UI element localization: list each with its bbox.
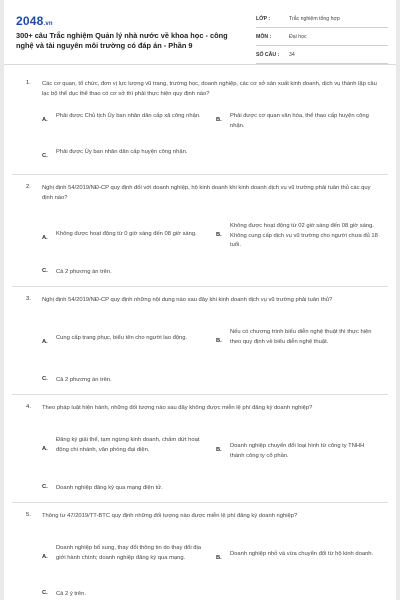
option-letter: C. <box>42 590 48 596</box>
question-number: 4. <box>26 404 31 410</box>
option-text: Phải được Ủy ban nhân dân cấp huyện công nhận. <box>56 149 188 155</box>
question-number: 2. <box>26 184 31 190</box>
option-text: Cả 2 phương án trên. <box>56 269 112 275</box>
meta-count-row <box>256 49 388 64</box>
option-text: Không được hoạt động từ 02 giờ sáng đến 08 giờ sáng. Không cung cấp dịch vụ vũ trường cho người chưa đủ 18 tuổi. <box>230 223 378 248</box>
meta-class-value: Trắc nghiệm tổng hợp <box>289 16 340 22</box>
question-text: Nghị định 54/2019/NĐ-CP quy định đối với doanh nghiệp, hộ kinh doanh khi kinh doanh dịch vụ vũ trường phải tuân thủ các quy định nào? <box>42 185 371 201</box>
meta-count-value: 34 <box>289 52 295 58</box>
option-letter: B. <box>216 555 222 561</box>
option-text: Nếu có chương trình biểu diễn nghệ thuật thì thực hiện theo quy định về biểu diễn nghệ thuật. <box>230 329 372 345</box>
meta-subject-row <box>256 31 388 46</box>
option-letter: B. <box>216 338 222 344</box>
option-letter: C. <box>42 268 48 274</box>
meta-count-label: SỐ CÂU : <box>256 52 280 58</box>
option-letter: A. <box>42 235 48 241</box>
question-divider <box>12 174 388 175</box>
question-text: Nghị định 54/2019/NĐ-CP quy định những nội dung nào sau đây khi kinh doanh dịch vụ vũ trường phải tuân thủ? <box>42 297 333 303</box>
meta-subject-value: Đại học <box>289 34 307 40</box>
meta-class-label: LỚP : <box>256 16 271 22</box>
document-meta <box>256 13 388 67</box>
option-letter: C. <box>42 153 48 159</box>
question-divider <box>12 394 388 395</box>
question-divider <box>12 502 388 503</box>
option-text: Doanh nghiệp nhỏ và vừa chuyển đổi từ hộ kinh doanh. <box>230 551 374 557</box>
option-letter: A. <box>42 554 48 560</box>
option-letter: B. <box>216 232 222 238</box>
option-text: Doanh nghiệp chuyển đổi loại hình từ công ty TNHH thành công ty cổ phần. <box>230 443 365 459</box>
option-text: Cả 2 phương án trên. <box>56 377 112 383</box>
site-logo[interactable]: 2048.vn <box>16 14 53 28</box>
option-text: Doanh nghiệp bổ sung, thay đổi thông tin do thay đổi địa giới hành chính; doanh nghiệp đăng ký qua mạng. <box>56 545 202 561</box>
option-letter: B. <box>216 447 222 453</box>
meta-class-row <box>256 13 388 28</box>
question-text: Thông tư 47/2019/TT-BTC quy định những đối tượng nào được miễn lệ phí đăng ký doanh nghiệp? <box>42 513 298 519</box>
option-text: Cả 2 ý trên. <box>56 591 86 597</box>
option-text: Phải được Chủ tịch Ủy ban nhân dân cấp xã công nhận. <box>56 113 201 119</box>
option-text: Phải được cơ quan văn hóa, thể thao cấp huyện công nhận. <box>230 113 369 129</box>
document-page <box>4 0 396 600</box>
document-header <box>4 0 396 65</box>
question-number: 3. <box>26 296 31 302</box>
option-letter: B. <box>216 117 222 123</box>
meta-subject-label: MÔN : <box>256 34 272 40</box>
question-divider <box>12 286 388 287</box>
option-text: Đăng ký giải thể, tạm ngừng kinh doanh, chấm dứt hoạt động chi nhánh, văn phòng đại diện. <box>56 437 200 453</box>
option-text: Không được hoạt động từ 0 giờ sáng đến 08 giờ sáng. <box>56 231 197 237</box>
option-letter: A. <box>42 339 48 345</box>
document-title: 300+ câu Trắc nghiệm Quản lý nhà nước về khoa học - công nghệ và tài nguyên môi trường có đáp án - Phần 9 <box>16 31 228 50</box>
option-letter: C. <box>42 484 48 490</box>
question-text: Theo pháp luật hiện hành, những đối tượng nào sau đây không được miễn lệ phí đăng ký doanh nghiệp? <box>42 405 313 411</box>
question-text: Các cơ quan, tổ chức, đơn vị lực lượng vũ trang, trường học, doanh nghiệp, các cơ sở sản xuất kinh doanh, dịch vụ thành lập câu lạc bộ thể dục thể thao có cơ sở thì phải thực hiện quy định nào? <box>42 81 377 97</box>
question-number: 1. <box>26 80 31 86</box>
option-letter: A. <box>42 446 48 452</box>
option-letter: C. <box>42 376 48 382</box>
option-text: Cung cấp trang phục, biểu tên cho người lao động. <box>56 335 188 341</box>
question-number: 5. <box>26 512 31 518</box>
option-letter: A. <box>42 117 48 123</box>
option-text: Doanh nghiệp đăng ký qua mạng điện tử. <box>56 485 163 491</box>
